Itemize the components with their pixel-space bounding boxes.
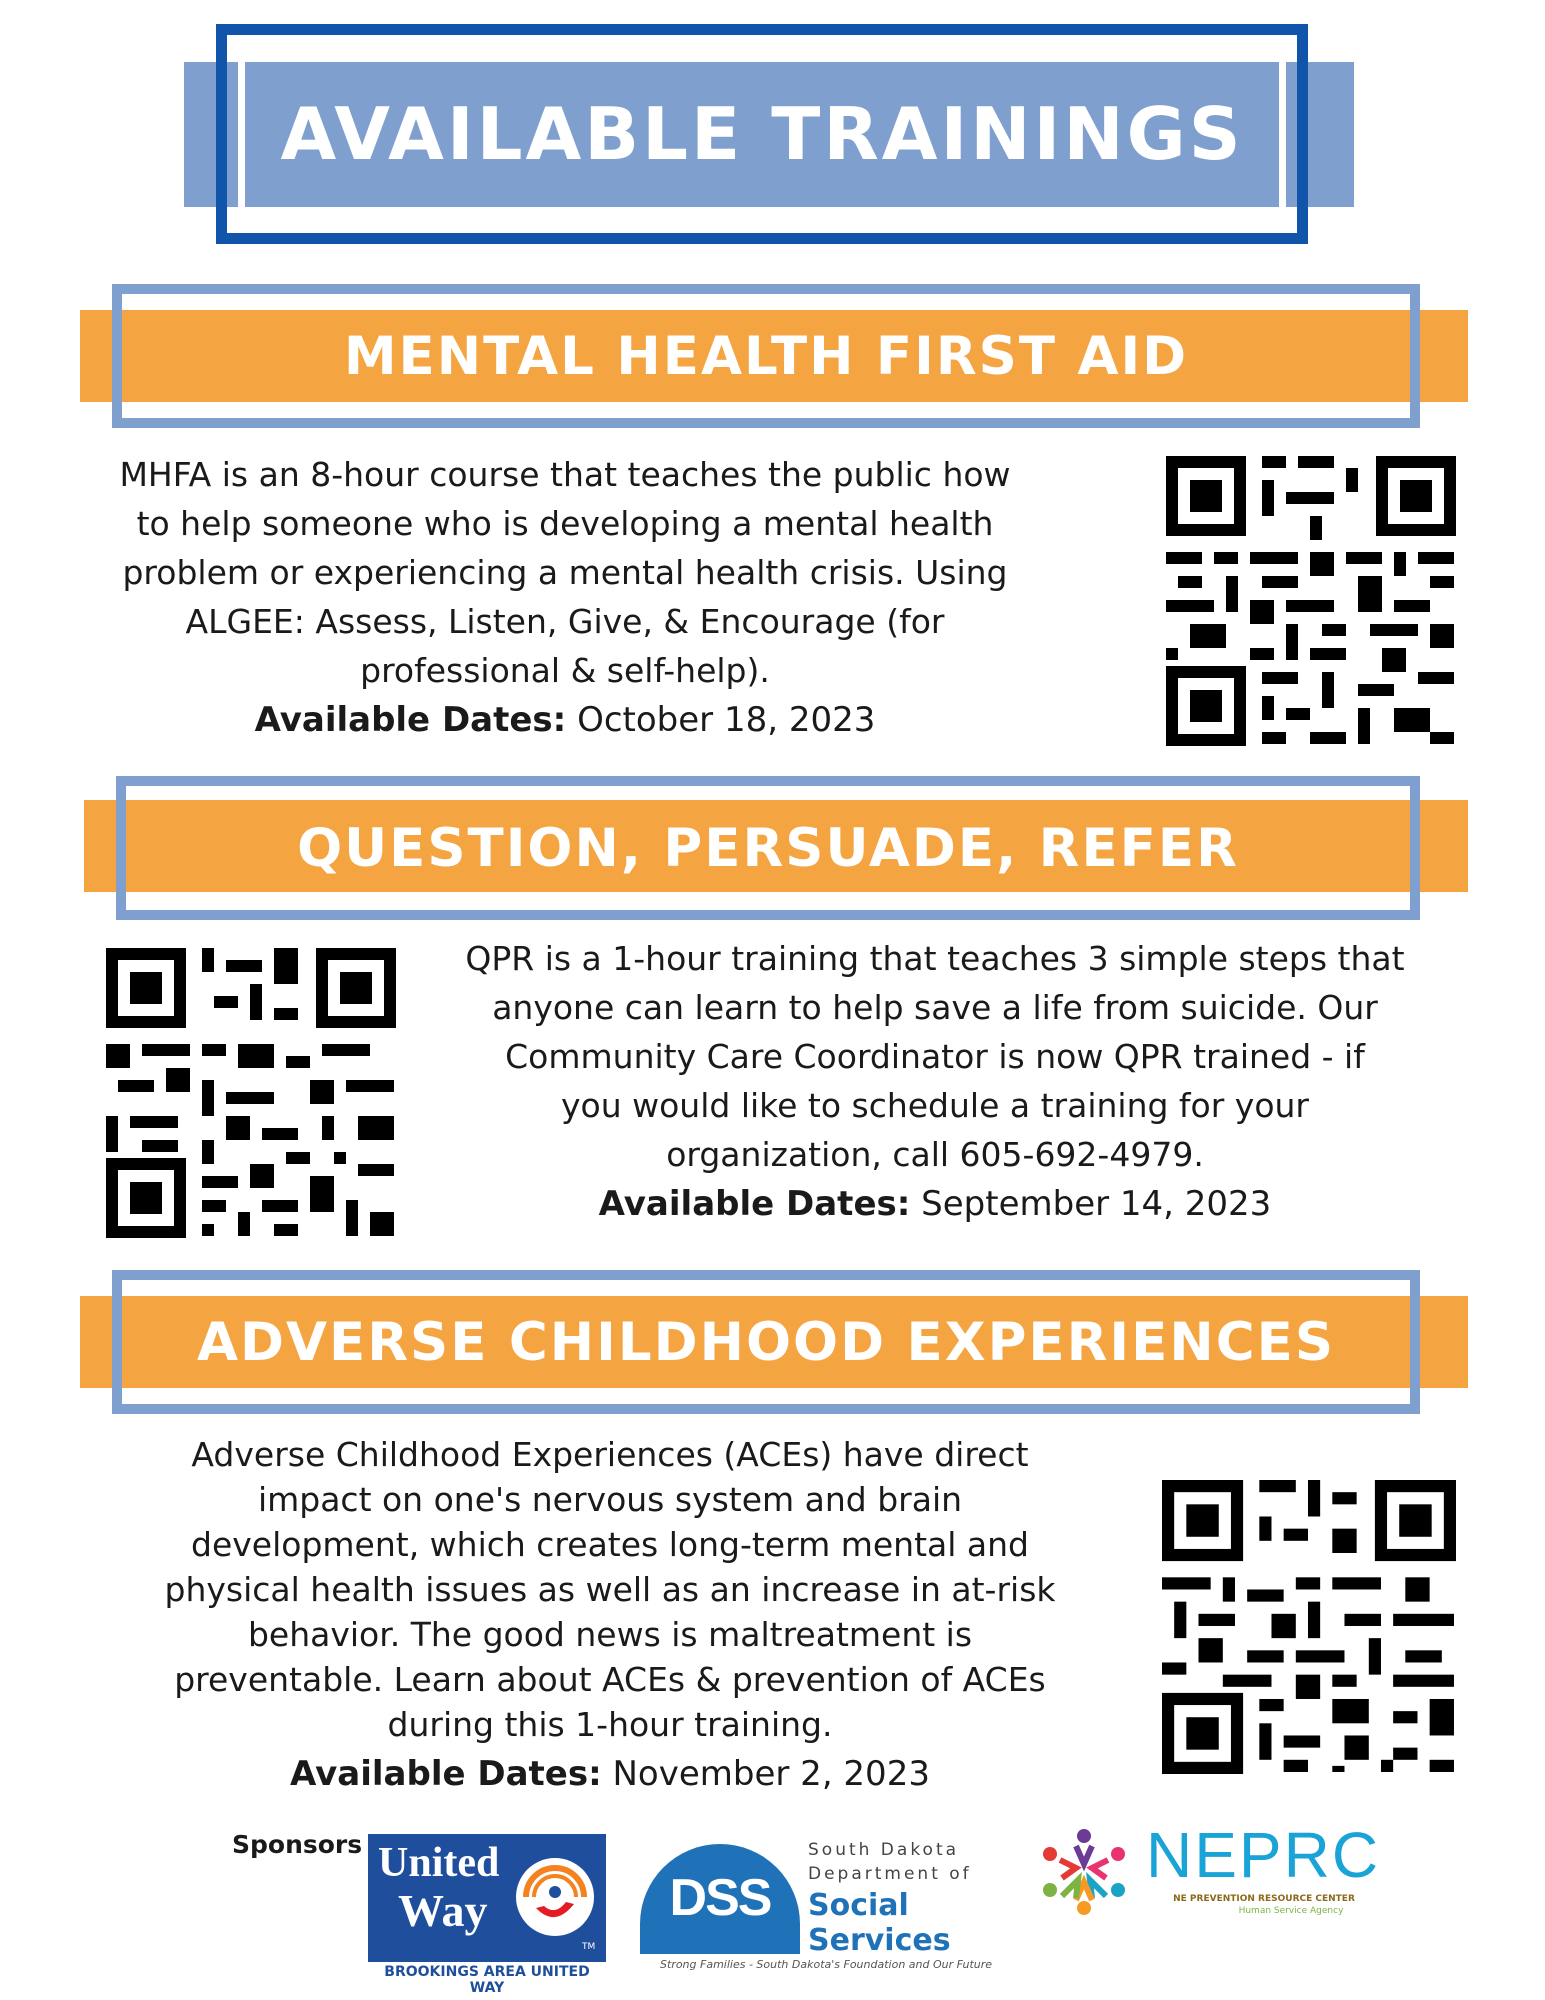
aces-dates [100,1754,1120,1794]
mhfa-description [60,450,1070,695]
qr-code-qpr[interactable] [106,948,396,1238]
qpr-description [430,934,1440,1179]
dates-value: November 2, 2023 [612,1754,930,1794]
text-line: ALGEE: Assess, Listen, Give, & Encourage (for [185,602,945,641]
dates-label: Available Dates: [598,1184,911,1224]
qpr-dates [430,1184,1440,1224]
dss-line1: South Dakota [808,1840,960,1860]
section-heading-aces: ADVERSE CHILDHOOD EXPERIENCES [196,1311,1335,1373]
neprc-line1: NE PREVENTION RESOURCE CENTER [1173,1894,1355,1904]
united-way-line2: Way [398,1885,488,1936]
section-heading-mhfa: MENTAL HEALTH FIRST AID [343,325,1189,387]
dss-abbr: DSS [669,1869,771,1927]
text-line: organization, call 605-692-4979. [666,1135,1204,1174]
dates-label: Available Dates: [290,1754,602,1794]
text-line: Adverse Childhood Experiences (ACEs) have direct [191,1435,1029,1474]
mhfa-dates [60,700,1070,740]
text-line: physical health issues as well as an increase in at-risk [164,1570,1056,1609]
text-line: development, which creates long-term mental and [191,1525,1029,1564]
hand-logo-icon [516,1858,594,1936]
text-line: behavior. The good news is maltreatment is [247,1615,973,1654]
dates-value: September 14, 2023 [921,1184,1272,1224]
text-line: anyone can learn to help save a life from suicide. Our [492,988,1378,1027]
sponsors-label: Sponsors [232,1830,363,1859]
page-title: AVAILABLE TRAININGS [280,92,1244,176]
neprc-people-icon [1036,1824,1132,1920]
text-line: QPR is a 1-hour training that teaches 3 simple steps that [465,939,1405,978]
qr-icon [1162,1480,1456,1774]
qr-icon [1166,456,1456,746]
text-line: MHFA is an 8-hour course that teaches the public how [119,455,1011,494]
united-way-tm: TM [582,1942,596,1952]
dates-value: October 18, 2023 [577,700,876,740]
text-line: Community Care Coordinator is now QPR trained - if [505,1037,1365,1076]
dss-line3: Social Services [808,1888,951,1958]
qr-code-mhfa[interactable] [1166,456,1456,746]
neprc-line2: Human Service Agency [1238,1906,1344,1916]
qr-code-aces[interactable] [1162,1480,1456,1774]
dates-label: Available Dates: [254,700,567,740]
dss-line2: Department of [808,1864,972,1884]
dss-logo [640,1838,1020,1988]
text-line: you would like to schedule a training for your [561,1086,1309,1125]
aces-description [100,1432,1120,1747]
text-line: to help someone who is developing a mental health [136,504,994,543]
neprc-name: NEPRC [1146,1819,1381,1891]
text-line: preventable. Learn about ACEs & prevention of ACEs [174,1660,1046,1699]
text-line: problem or experiencing a mental health crisis. Using [122,553,1008,592]
text-line: professional & self-help). [360,651,770,690]
united-way-tagline: BROOKINGS AREA UNITED WAY [384,1964,590,1996]
text-line: during this 1-hour training. [387,1705,833,1744]
section-heading-qpr: QUESTION, PERSUADE, REFER [297,817,1239,879]
united-way-line1: United [378,1840,500,1886]
united-way-logo [368,1834,606,1996]
text-line: impact on one's nervous system and brain [257,1480,963,1519]
qr-icon [106,948,396,1238]
dss-tagline: Strong Families - South Dakota's Foundation and Our Future [660,1958,993,1971]
